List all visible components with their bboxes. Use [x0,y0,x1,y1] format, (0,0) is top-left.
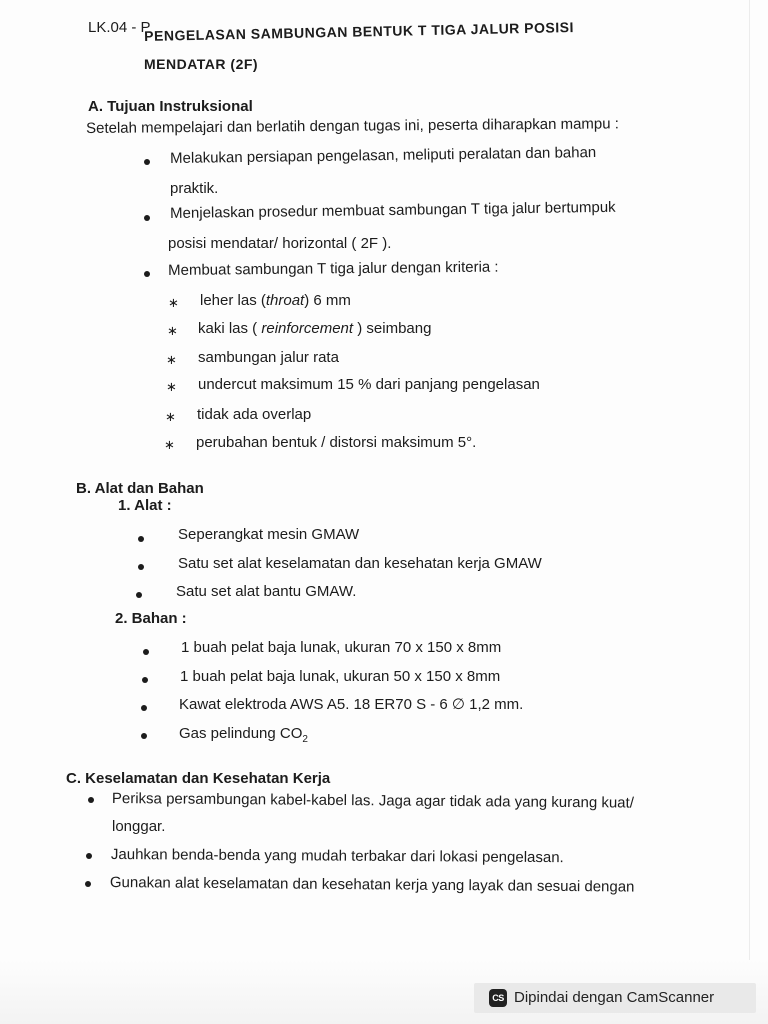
criteria-star-icon: ∗ [168,295,179,310]
criteria-item [198,376,540,394]
alat-item: Satu set alat bantu GMAW. [176,583,357,600]
section-b-heading: B. Alat dan Bahan [76,480,204,497]
criteria-text: kaki las ( [198,320,262,337]
safety-item-3: Gunakan alat keselamatan dan kesehatan kerja yang layak dan sesuai dengan [109,874,635,896]
criteria-star-icon: ∗ [167,323,178,338]
bullet [144,215,150,221]
objective-item-2-line-2: posisi mendatar/ horizontal ( 2F ). [168,235,392,252]
criteria-star-icon: ∗ [164,437,175,452]
objective-item-2-line-1: Menjelaskan prosedur membuat sambungan T tiga jalur bertumpuk [170,198,616,222]
bullet [142,677,148,683]
bahan-item: Kawat elektroda AWS A5. 18 ER70 S - 6 ∅ 1,2 mm. [179,696,524,713]
objective-item-1-line-1: Melakukan persiapan pengelasan, meliputi peralatan dan bahan [170,144,597,167]
criteria-text: perubahan bentuk / distorsi maksimum 5°. [196,434,477,451]
alat-item: Seperangkat mesin GMAW [178,526,360,543]
bullet [138,564,144,570]
criteria-term: reinforcement [261,320,354,337]
objective-item-1-line-2: praktik. [170,180,219,197]
bahan-item-gas [179,725,308,749]
safety-item-1-line-2: longgar. [112,818,166,835]
title-line-1: PENGELASAN SAMBUNGAN BENTUK T TIGA JALUR POSISI [144,18,575,44]
camscanner-label: Dipindai dengan CamScanner [514,989,715,1006]
criteria-item [198,320,431,338]
alat-heading: 1. Alat : [118,497,172,514]
bullet [85,881,91,887]
bullet [141,733,147,739]
bullet [88,797,94,803]
section-a-intro: Setelah mempelajari dan berlatih dengan tugas ini, peserta diharapkan mampu : [86,115,619,137]
document-code: LK.04 - P [88,19,151,36]
criteria-text: undercut maksimum 15 % dari panjang pengelasan [198,376,540,393]
gas-subscript: 2 [302,734,308,745]
criteria-item [198,349,339,367]
bullet [143,649,149,655]
criteria-term: throat [265,292,305,309]
bullet [141,705,147,711]
criteria-text: sambungan jalur rata [198,349,339,366]
criteria-star-icon: ∗ [165,409,176,424]
section-c-heading: C. Keselamatan dan Kesehatan Kerja [66,770,331,787]
criteria-text: leher las ( [200,292,266,309]
criteria-star-icon: ∗ [166,379,177,394]
criteria-star-icon: ∗ [166,352,177,367]
criteria-text: ) seimbang [353,320,432,337]
criteria-text: tidak ada overlap [197,406,312,423]
bahan-item: 1 buah pelat baja lunak, ukuran 70 x 150 x 8mm [181,639,502,656]
page-edge [749,0,750,960]
bullet [136,592,142,598]
criteria-item [196,434,476,452]
bullet [144,159,150,165]
alat-item: Satu set alat keselamatan dan kesehatan kerja GMAW [178,555,542,572]
bahan-item: 1 buah pelat baja lunak, ukuran 50 x 150 x 8mm [180,668,501,685]
bahan-heading: 2. Bahan : [115,610,187,627]
section-a-heading: A. Tujuan Instruksional [88,98,253,115]
title-line-2: MENDATAR (2F) [144,56,259,72]
camscanner-badge [474,983,756,1013]
camscanner-logo-icon: CS [489,989,507,1007]
bullet [138,536,144,542]
bullet [86,853,92,859]
safety-item-2: Jauhkan benda-benda yang mudah terbakar dari lokasi pengelasan. [110,846,564,867]
criteria-item [200,292,351,310]
safety-item-1-line-1: Periksa persambungan kabel-kabel las. Jaga agar tidak ada yang kurang kuat/ [111,790,634,812]
criteria-item [197,406,311,424]
objective-item-3: Membuat sambungan T tiga jalur dengan kriteria : [168,258,499,279]
criteria-text: ) 6 mm [304,292,351,309]
bullet [144,271,150,277]
gas-label: Gas pelindung CO [179,725,303,742]
